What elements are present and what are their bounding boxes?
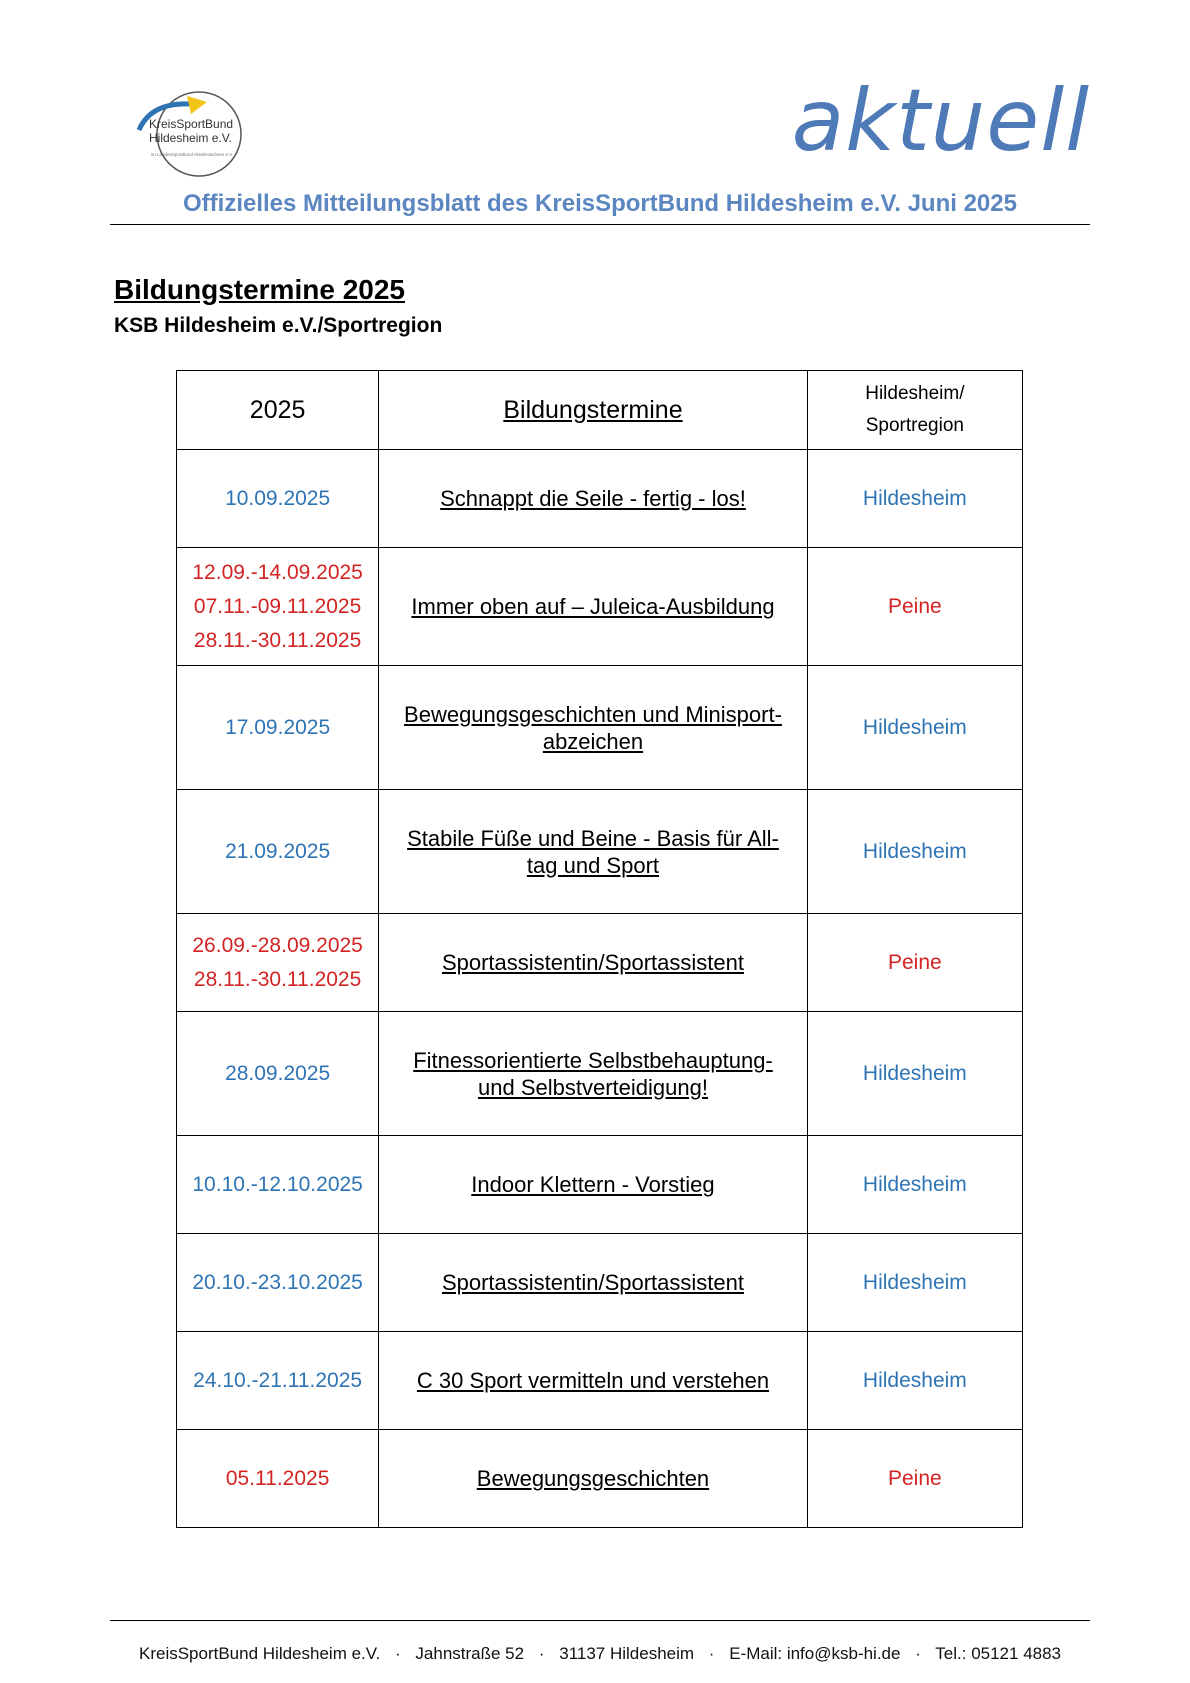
- region-cell: Hildesheim: [807, 1234, 1022, 1332]
- footer: [110, 1644, 1090, 1664]
- table-row: [177, 914, 1023, 1012]
- course-title-text: Sportassistentin/Sportassistent: [441, 1270, 744, 1295]
- footer-street: Jahnstraße 52: [415, 1644, 525, 1663]
- date-text: 12.09.-14.09.2025: [192, 560, 363, 584]
- table-row: [177, 666, 1023, 790]
- course-title-cell: [379, 1136, 808, 1234]
- table-row: [177, 548, 1023, 666]
- logo-graphic: [131, 90, 273, 178]
- date-cell: [177, 1234, 379, 1332]
- page-title: Bildungstermine 2025: [114, 274, 405, 305]
- footer-separator: ·: [915, 1644, 921, 1663]
- header-divider: [110, 224, 1090, 225]
- course-title-text: C 30 Sport vermitteln und verstehen: [416, 1368, 770, 1393]
- aktuell-badge: aktuell: [791, 71, 1090, 171]
- date-cell: [177, 1332, 379, 1430]
- date-text: 10.09.2025: [225, 486, 331, 510]
- logo-text-2: Hildesheim e.V.: [149, 131, 232, 145]
- ksb-logo: [131, 90, 273, 178]
- region-cell: Peine: [807, 548, 1022, 666]
- course-title-cell: [379, 450, 808, 548]
- date-text: 24.10.-21.11.2025: [193, 1368, 363, 1392]
- course-title-cell: [379, 790, 808, 914]
- table-row: [177, 1234, 1023, 1332]
- course-title-text: Sportassistentin/Sportassistent: [441, 950, 744, 975]
- table-row: [177, 1012, 1023, 1136]
- course-title-text: Immer oben auf – Juleica-Ausbildung: [411, 594, 775, 619]
- course-title-cell: [379, 666, 808, 790]
- header-region: [807, 371, 1022, 450]
- header-region-line-1: Hildesheim/: [865, 383, 965, 404]
- header-year: 2025: [177, 371, 379, 450]
- region-cell: Hildesheim: [807, 1332, 1022, 1430]
- course-title-cell: [379, 914, 808, 1012]
- schedule-table: [176, 370, 1023, 1528]
- course-title-cell: [379, 1430, 808, 1528]
- table-row: [177, 1332, 1023, 1430]
- region-cell: Hildesheim: [807, 790, 1022, 914]
- date-text: 20.10.-23.10.2025: [192, 1270, 363, 1294]
- course-title-cell: [379, 548, 808, 666]
- course-title-cell: [379, 1012, 808, 1136]
- table-header-row: [177, 371, 1023, 450]
- date-text: 10.10.-12.10.2025: [192, 1172, 363, 1196]
- course-title-text: und Selbstverteidigung!: [478, 1074, 708, 1100]
- page-subtitle: KSB Hildesheim e.V./Sportregion: [114, 314, 443, 337]
- course-title-text: abzeichen: [542, 728, 644, 754]
- table-row: [177, 1430, 1023, 1528]
- footer-org: KreisSportBund Hildesheim e.V.: [138, 1644, 381, 1663]
- course-title-text: Bewegungsgeschichten und Minisport-: [404, 701, 782, 727]
- date-cell: [177, 790, 379, 914]
- course-title-text: tag und Sport: [526, 852, 660, 878]
- region-cell: Peine: [807, 1430, 1022, 1528]
- date-cell: [177, 1012, 379, 1136]
- footer-separator: ·: [708, 1644, 715, 1663]
- course-title-text: Stabile Füße und Beine - Basis für All-: [407, 825, 779, 851]
- date-text: 26.09.-28.09.2025: [192, 933, 363, 957]
- date-cell: [177, 450, 379, 548]
- region-cell: Hildesheim: [807, 450, 1022, 548]
- date-text: 07.11.-09.11.2025: [193, 594, 362, 618]
- date-text: 28.11.-30.11.2025: [193, 967, 362, 991]
- footer-divider: [110, 1620, 1090, 1621]
- masthead-subtitle: Offizielles Mitteilungsblatt des KreisSportBund Hildesheim e.V. Juni 2025: [183, 190, 1017, 217]
- region-cell: Hildesheim: [807, 1012, 1022, 1136]
- date-cell: [177, 1430, 379, 1528]
- course-title-text: Indoor Klettern - Vorstieg: [471, 1172, 715, 1197]
- table-row: [177, 790, 1023, 914]
- footer-email[interactable]: E-Mail: info@ksb-hi.de: [729, 1644, 901, 1663]
- date-cell: [177, 1136, 379, 1234]
- footer-city: 31137 Hildesheim: [559, 1644, 695, 1663]
- footer-phone: Tel.: 05121 4883: [935, 1644, 1062, 1663]
- date-text: 05.11.2025: [225, 1466, 330, 1490]
- date-text: 21.09.2025: [225, 839, 331, 863]
- region-cell: Hildesheim: [807, 1136, 1022, 1234]
- date-text: 17.09.2025: [225, 715, 331, 739]
- course-title-text: Schnappt die Seile - fertig - los!: [440, 486, 746, 511]
- table-row: [177, 1136, 1023, 1234]
- date-cell: [177, 914, 379, 1012]
- logo-text-small: im LandesSportBund Niedersachsen e.V.: [151, 152, 234, 157]
- date-cell: [177, 666, 379, 790]
- region-cell: Peine: [807, 914, 1022, 1012]
- footer-separator: ·: [395, 1644, 401, 1663]
- course-title-text: Bewegungsgeschichten: [476, 1466, 710, 1491]
- table-row: [177, 450, 1023, 548]
- course-title-text: Fitnessorientierte Selbstbehauptung-: [413, 1047, 773, 1073]
- course-title-cell: [379, 1332, 808, 1430]
- header-title: Bildungstermine: [379, 371, 808, 450]
- header-region-line-2: Sportregion: [865, 415, 964, 436]
- date-text: 28.09.2025: [225, 1061, 331, 1085]
- logo-flag: [187, 96, 207, 114]
- region-cell: Hildesheim: [807, 666, 1022, 790]
- date-cell: [177, 548, 379, 666]
- course-title-cell: [379, 1234, 808, 1332]
- footer-separator: ·: [538, 1644, 545, 1663]
- logo-text-1: KreisSportBund: [149, 117, 234, 131]
- date-text: 28.11.-30.11.2025: [193, 628, 362, 652]
